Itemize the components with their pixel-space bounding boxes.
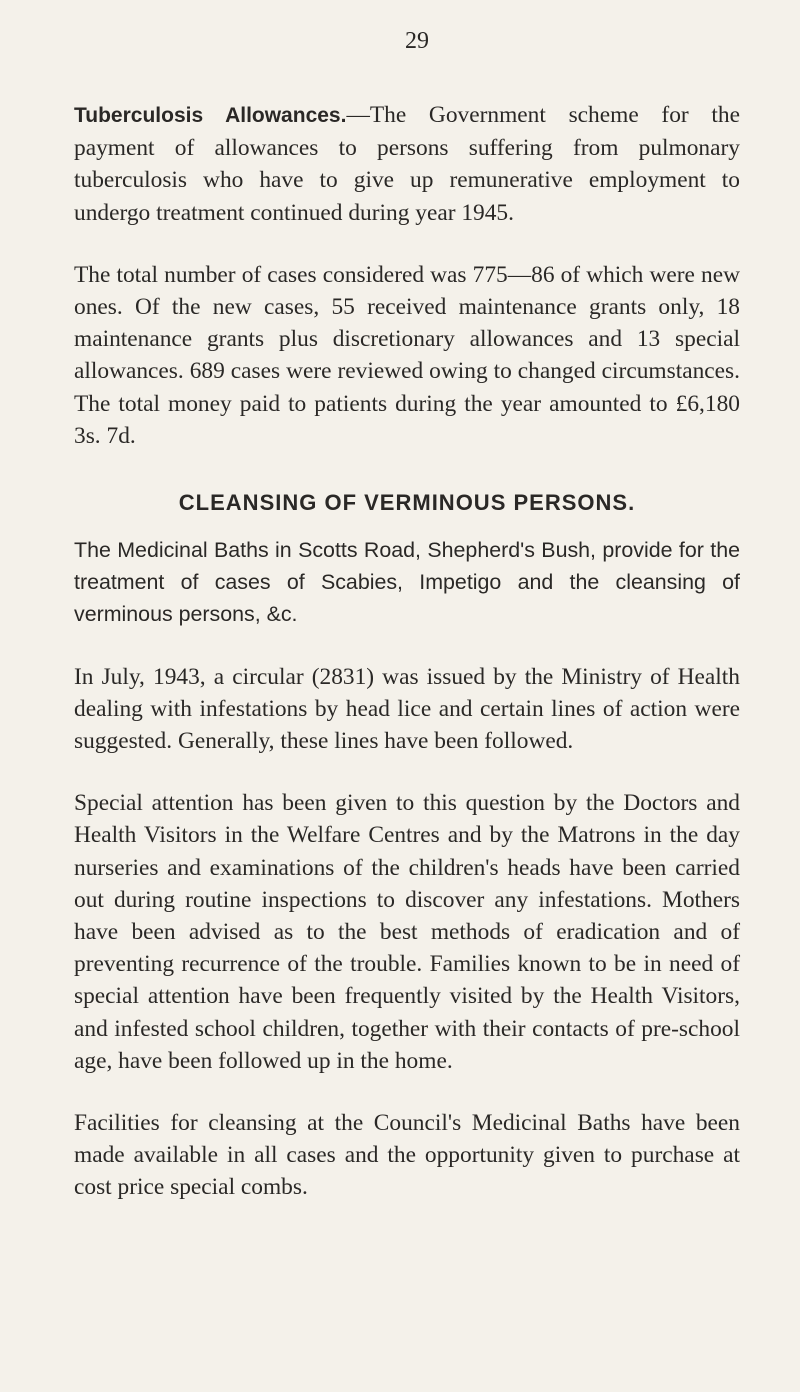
cleansing-heading: CLEANSING OF VERMINOUS PERSONS. (178, 490, 636, 516)
document-page (74, 28, 740, 1204)
page-number: 29 (405, 28, 429, 54)
cleansing-paragraph-1: The Medicinal Baths in Scotts Road, Shepherd's Bush, provide for the treatment of cases of Scabies, Impetigo and the cleansing of verminous persons, &c. (74, 538, 740, 627)
tb-paragraph-1-text: —The Government scheme for the payment of allowances to persons suffering from pulmonary tuberculosis who have to give up remunerative employment to undergo treatment continued during year 1945. (74, 102, 740, 226)
cleansing-paragraph-4: Facilities for cleansing at the Council's Medicinal Baths have been made available in all cases and the opportunity given to purchase at cost price special combs. (74, 1110, 740, 1201)
tb-paragraph-1 (74, 99, 740, 229)
cleansing-paragraph-2: In July, 1943, a circular (2831) was issued by the Ministry of Health dealing with infestations by head lice and certain lines of action were suggested. Generally, these lines have been followed. (74, 663, 740, 755)
tb-paragraph-2: The total number of cases considered was 775—86 of which were new ones. Of the new cases, 55 received maintenance grants only, 18 maintenance grants plus discretionary allowances and 13 special allowances. 689 cases were reviewed owing to changed circumstances. The total money paid to patients during the year amounted to £6,180 3s. 7d. (74, 261, 740, 449)
cleansing-paragraph-3: Special attention has been given to this question by the Doctors and Health Visitors in the Welfare Centres and by the Matrons in the day nurseries and examinations of the children's heads have been carried out during routine inspections to discover any infestations. Mothers have been advised as to the best methods of eradication and of preventing recurrence of the trouble. Families known to be in need of special attention have been frequently visited by the Health Visitors, and infested school children, together with their contacts of pre-school age, have been followed up in the home. (74, 790, 740, 1074)
tb-heading: Tuberculosis Allowances. (74, 104, 347, 127)
